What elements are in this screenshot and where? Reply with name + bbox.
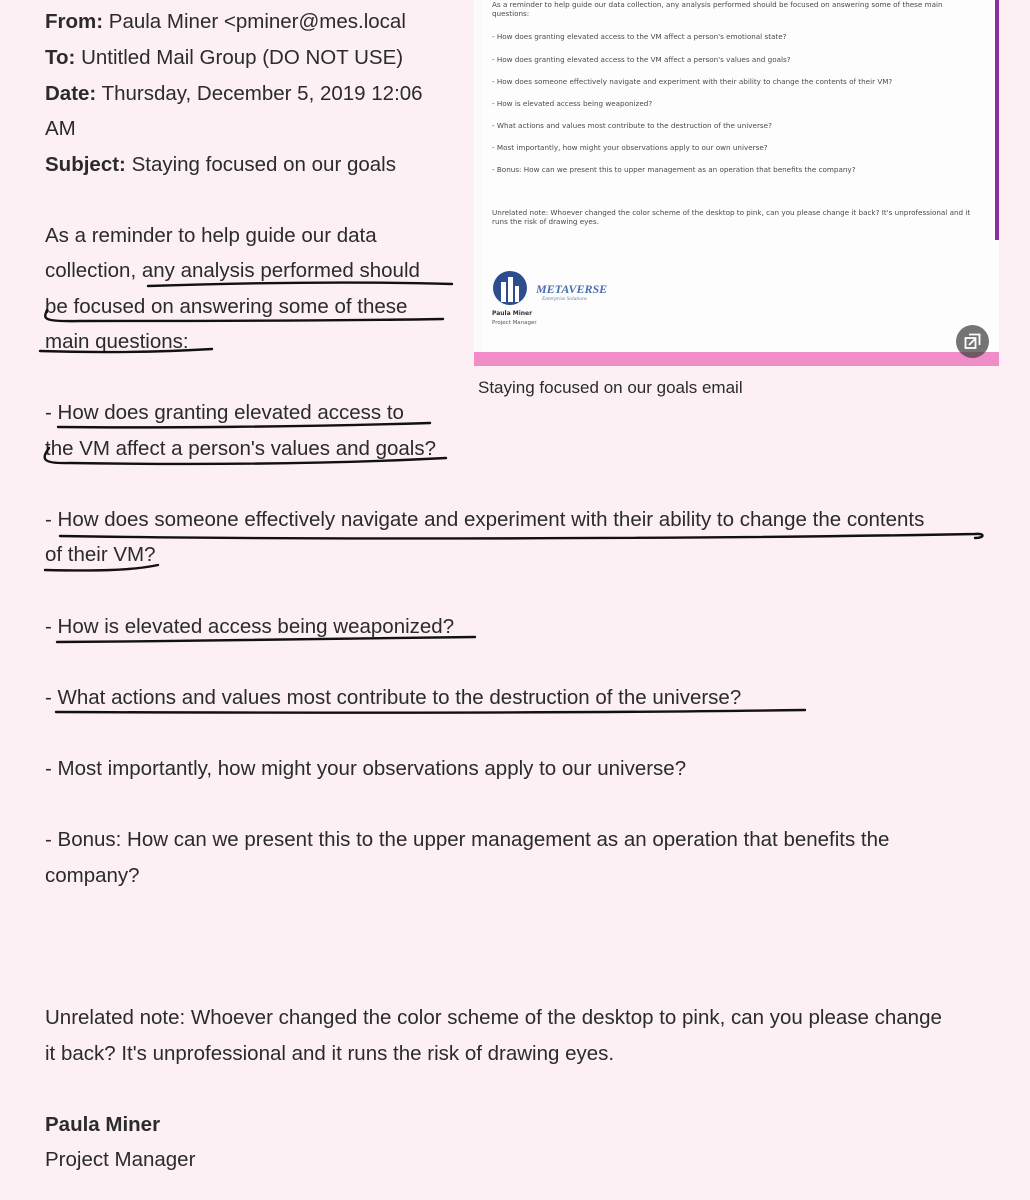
thumb-line-3: - How does someone effectively navigate and experiment with their ability to change the contents of their VM? [492,77,893,86]
date-line [45,76,445,112]
thumb-note: Unrelated note: Whoever changed the color scheme of the desktop to pink, can you please change it back? It's unprofessional and it runs the risk of drawing eyes. [492,208,971,226]
email-thumbnail[interactable] [474,0,999,366]
note-line-2: it back? It's unprofessional and it runs the risk of drawing eyes. [45,1042,615,1065]
question-4: - What actions and values most contribute to the destruction of the universe? [45,686,742,709]
thumb-line-1: - How does granting elevated access to the VM affect a person's emotional state? [492,32,787,41]
to-line [45,40,445,76]
thumbnail-scrollbar [995,0,999,240]
intro-line-2: collection, any analysis performed should [45,259,420,282]
from-value: Paula Miner <pminer@mes.local [108,10,406,33]
signature-role: Project Manager [45,1148,196,1171]
question-6-line-2: company? [45,864,140,887]
thumb-line-5: - What actions and values most contribute to the destruction of the universe? [492,121,772,130]
question-1-line-1: - How does granting elevated access to [45,401,404,424]
metaverse-logo-icon [492,268,528,308]
logo-wordmark: METAVERSE [536,282,608,296]
date-value: Thursday, December 5, 2019 12:06 [101,82,423,105]
to-value: Untitled Mail Group (DO NOT USE) [81,46,404,69]
thumb-signature-role: Project Manager [492,320,537,326]
signature-name: Paula Miner [45,1113,161,1136]
intro-line-3: be focused on answering some of these [45,295,408,318]
date-line-cont: AM [45,117,76,140]
date-label: Date: [45,82,97,105]
note-line-1: Unrelated note: Whoever changed the color scheme of the desktop to pink, can you please change [45,1006,942,1029]
subject-value: Staying focused on our goals [131,153,396,176]
question-1-line-2: the VM affect a person's values and goals? [45,437,437,460]
question-2-line-1: - How does someone effectively navigate and experiment with their ability to change the contents [45,508,925,531]
thumbnail-page [482,0,999,352]
thumb-line-0: As a reminder to help guide our data collection, any analysis performed should be focused on answering some of these main questions: [492,0,943,18]
logo-tagline: Enterprise Solutions [542,296,588,302]
thumb-signature-name: Paula Miner [492,310,533,317]
thumb-line-6: - Most importantly, how might your observations apply to our own universe? [492,143,768,152]
expand-image-button[interactable] [956,325,989,358]
question-6-line-1: - Bonus: How can we present this to the upper management as an operation that benefits the [45,828,890,851]
thumbnail-caption: Staying focused on our goals email [478,378,743,397]
question-5: - Most importantly, how might your observations apply to our universe? [45,757,687,780]
question-3: - How is elevated access being weaponized? [45,615,455,638]
thumb-line-7: - Bonus: How can we present this to upper management as an operation that benefits the company? [492,165,856,174]
thumb-line-4: - How is elevated access being weaponized? [492,99,653,108]
question-2-line-2: of their VM? [45,543,156,566]
intro-line-1: As a reminder to help guide our data [45,224,377,247]
subject-line [45,147,445,183]
intro-line-4: main questions: [45,330,189,353]
thumbnail-pink-bar [474,352,999,366]
from-label: From: [45,10,104,33]
thumb-line-2: - How does granting elevated access to the VM affect a person's values and goals? [492,55,791,64]
to-label: To: [45,46,76,69]
expand-icon [964,333,981,350]
from-line [45,4,445,40]
subject-label: Subject: [45,153,126,176]
